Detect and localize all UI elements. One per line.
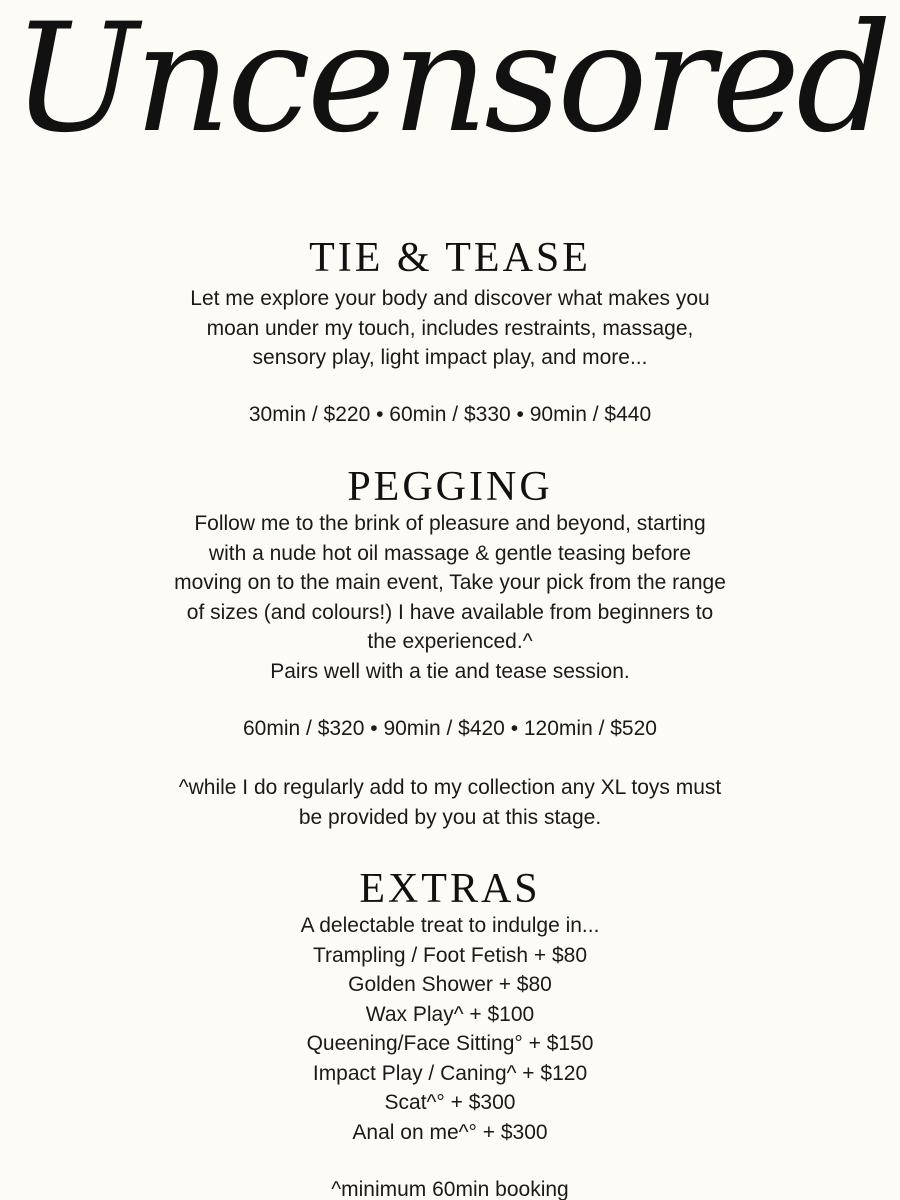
- extras-item: Impact Play / Caning^ + $120: [312, 1061, 588, 1085]
- extras-intro: A delectable treat to indulge in...: [300, 914, 600, 937]
- extras-item: Golden Shower + $80: [348, 973, 552, 996]
- pegging-desc-line: the experienced.^: [367, 630, 533, 653]
- tie-tease-description: [0, 284, 900, 373]
- extras-item: Wax Play^ + $100: [365, 1002, 535, 1026]
- pegging-desc-line: Follow me to the brink of pleasure and beyond, starting: [194, 512, 706, 535]
- tie-tease-desc-line: moan under my touch, includes restraints, massage,: [206, 316, 694, 340]
- tie-tease-pricing: 30min / $220 • 60min / $330 • 90min / $440: [248, 403, 652, 426]
- tie-tease-desc-line: sensory play, light impact play, and more...: [252, 346, 648, 369]
- pegging-desc-line: moving on to the main event, Take your pick from the range: [174, 571, 726, 594]
- pegging-pricing: 60min / $320 • 90min / $420 • 120min / $520: [243, 717, 657, 740]
- tie-tease-title: TIE & TEASE: [309, 235, 591, 281]
- pegging-desc-line: of sizes (and colours!) I have available from beginners to: [186, 600, 714, 624]
- pegging-desc-line: Pairs well with a tie and tease session.: [270, 659, 630, 683]
- extras-title: EXTRAS: [359, 866, 541, 912]
- tie-tease-desc-line: Let me explore your body and discover what makes you: [190, 287, 710, 310]
- uncensored-logo: [0, 0, 900, 170]
- extras-note: ^minimum 60min booking: [331, 1178, 569, 1200]
- logo-text: Uncensored: [11, 0, 889, 166]
- pegging-title: PEGGING: [347, 464, 553, 510]
- extras-item: Trampling / Foot Fetish + $80: [312, 943, 588, 967]
- pegging-note-line: ^while I do regularly add to my collection any XL toys must: [178, 776, 722, 799]
- pegging-desc-line: with a nude hot oil massage & gentle teasing before: [208, 541, 692, 565]
- pegging-description: [0, 509, 900, 686]
- extras-list: [0, 911, 900, 1147]
- extras-item: Scat^° + $300: [384, 1091, 516, 1114]
- extras-item: Queening/Face Sitting° + $150: [306, 1032, 594, 1055]
- pegging-note: [0, 773, 900, 832]
- extras-item: Anal on me^° + $300: [352, 1120, 548, 1144]
- pegging-note-line: be provided by you at this stage.: [298, 805, 602, 829]
